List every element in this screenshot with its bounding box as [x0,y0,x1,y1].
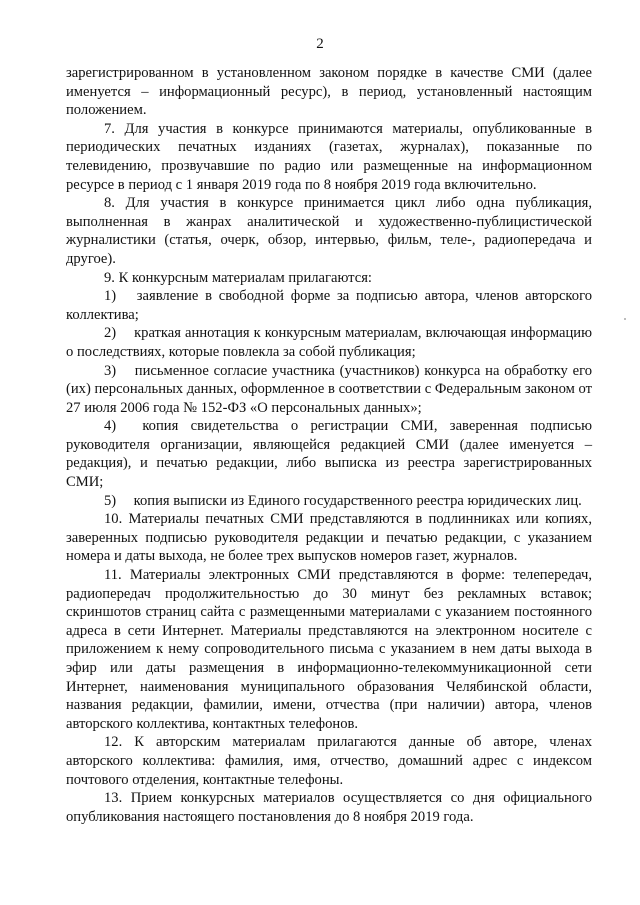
document-body [66,64,592,826]
paragraph-9: 9. К конкурсным материалам прилагаются: [104,269,372,286]
paragraph-8: 8. Для участия в конкурсе принимается цикл либо одна публикация, выполненная в жанрах аналитической и художественно-публицистической журналистики (статья, очерк, обзор, интервью, фильм, теле-, радиопередача и другое). [66,195,592,267]
list-item-number: 2) [104,325,117,342]
paragraph-7: 7. Для участия в конкурсе принимаются материалы, опубликованные в периодических печатных изданиях (газетах, журналах), показанные по телевидению, прозвучавшие по радио или размещенные на информационном ресурсе в период с 1 января 2019 года по 8 ноября 2019 года включительно. [66,120,592,193]
page-number: 2 [316,36,324,52]
paragraph-10: 10. Материалы печатных СМИ представляются в подлинниках или копиях, заверенных подписью руководителя редакции и печатью редакции, с указанием номера и даты выхода, не более трех выпусков номеров газет, журналов. [66,511,592,565]
list-item-text: копия свидетельства о регистрации СМИ, заверенная подписью руководителя организации, являющейся редакцией СМИ (далее именуется – редакция), и печатью редакции, либо выписка из реестра зарегистрированных СМИ; [66,418,592,491]
paragraph-11: 11. Материалы электронных СМИ представляются в форме: телепередач, радиопередач продолжительностью до 30 минут без рекламных вставок; скриншотов страниц сайта с размещенными материалами с указанием постоянного адреса в сети Интернет. Материалы представляются на электронном носителе с приложением к нему сопроводительного письма с указанием в нем даты выхода в эфир или даты размещения в информационно-телекоммуникационной сети Интернет, наименования муниципального образования Челябинской области, названия редакции, фамилии, имени, отчества (при наличии) автора, членов авторского коллектива, контактных телефонов. [66,567,592,732]
list-item [66,324,592,361]
list-item-text: заявление в свободной форме за подписью автора, членов авторского коллектива; [66,288,592,323]
list-item [66,362,592,418]
list-item-number: 1) [104,288,117,305]
scan-speck [624,318,626,320]
list-item-text: копия выписки из Единого государственного реестра юридических лиц. [133,492,582,509]
list-item-text: краткая аннотация к конкурсным материалам, включающая информацию о последствиях, которые повлекла за собой публикация; [66,325,592,360]
list-item-number: 4) [104,418,117,435]
list-item [66,287,592,324]
list-item-number: 3) [104,362,117,379]
list-item [66,492,592,511]
list-item-text: письменное согласие участника (участников) конкурса на обработку его (их) персональных данных, оформленное в соответствии с Федеральным законом от 27 июля 2006 года № 152-ФЗ «О персональных данных»; [66,362,593,416]
list-item [66,417,592,491]
paragraph-13: 13. Прием конкурсных материалов осуществляется со дня официального опубликования настоящего постановления до 8 ноября 2019 года. [66,790,592,825]
paragraph-12: 12. К авторским материалам прилагаются данные об авторе, членах авторского коллектива: фамилия, имя, отчество, домашний адрес с индексом почтового отделения, контактные телефоны. [66,734,592,788]
list-item-number: 5) [104,492,117,509]
paragraph-intro: зарегистрированном в установленном законом порядке в качестве СМИ (далее именуется – информационный ресурс), в период, установленный настоящим положением. [66,65,592,119]
